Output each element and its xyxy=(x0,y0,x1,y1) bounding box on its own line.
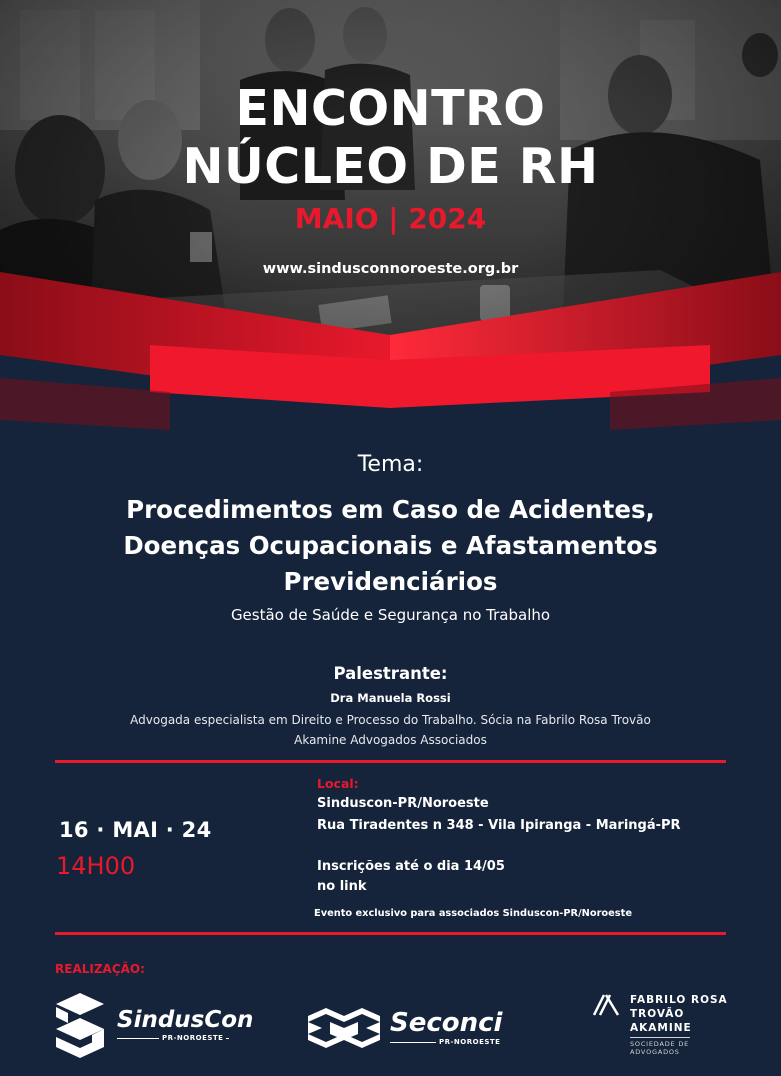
theme-title-line: Previdenciários xyxy=(283,567,498,596)
divider-bottom xyxy=(55,932,726,935)
divider-top xyxy=(55,760,726,763)
seconci-logo xyxy=(308,1006,508,1052)
sinduscon-wordmark: SindusCon xyxy=(117,1007,254,1033)
speaker-description-line: Akamine Advogados Associados xyxy=(294,733,487,747)
registration-link[interactable]: no link xyxy=(317,879,367,894)
realizacao-label: REALIZAÇÃO: xyxy=(55,962,145,976)
event-title-line1: ENCONTRO xyxy=(235,80,546,137)
speaker-label: Palestrante: xyxy=(333,664,448,683)
event-title-line2: NÚCLEO DE RH xyxy=(182,138,599,195)
local-label: Local: xyxy=(317,776,359,791)
hero-banner xyxy=(0,0,781,430)
fabrilo-logo-icon xyxy=(592,993,622,1017)
event-time: 14H00 xyxy=(56,852,136,880)
theme-title xyxy=(0,492,781,600)
theme-subtitle: Gestão de Saúde e Segurança no Trabalho xyxy=(230,606,551,624)
website-link[interactable]: www.sindusconnoroeste.org.br xyxy=(262,261,519,277)
speaker-description-line: Advogada especialista em Direito e Processo do Trabalho. Sócia na Fabrilo Rosa Trovão xyxy=(130,713,651,727)
seconci-wordmark: Seconci xyxy=(390,1008,503,1038)
event-subtitle: MAIO | 2024 xyxy=(294,202,487,235)
exclusive-note: Evento exclusivo para associados Sinduscon-PR/Noroeste xyxy=(314,908,632,919)
fabrilo-small-line: ADVOGADOS xyxy=(630,1048,680,1056)
event-date: 16 · MAI · 24 xyxy=(59,818,212,842)
local-address: Rua Tiradentes n 348 - Vila Ipiranga - Maringá-PR xyxy=(317,818,681,833)
theme-title-line: Doenças Ocupacionais e Afastamentos xyxy=(123,531,658,560)
fabrilo-name-line: AKAMINE xyxy=(630,1022,692,1034)
fabrilo-logo xyxy=(592,992,732,1054)
theme-label: Tema: xyxy=(357,452,424,477)
local-name: Sinduscon-PR/Noroeste xyxy=(317,796,489,811)
fabrilo-small-line: SOCIEDADE DE xyxy=(630,1040,690,1048)
fabrilo-name-line: TROVÃO xyxy=(630,1008,685,1020)
fabrilo-name-line: FABRILO ROSA xyxy=(630,994,728,1006)
speaker-name: Dra Manuela Rossi xyxy=(330,691,451,705)
sinduscon-logo-icon xyxy=(54,993,106,1059)
sinduscon-logo xyxy=(54,993,254,1059)
registration-deadline: Inscrições até o dia 14/05 xyxy=(317,859,505,874)
sinduscon-sub: PR-NOROESTE xyxy=(159,1034,226,1042)
seconci-logo-icon xyxy=(308,1008,380,1048)
theme-title-line: Procedimentos em Caso de Acidentes, xyxy=(126,495,655,524)
fabrilo-divider xyxy=(630,1037,690,1038)
seconci-sub: PR-NOROESTE xyxy=(436,1038,503,1046)
speaker-description xyxy=(0,710,781,750)
